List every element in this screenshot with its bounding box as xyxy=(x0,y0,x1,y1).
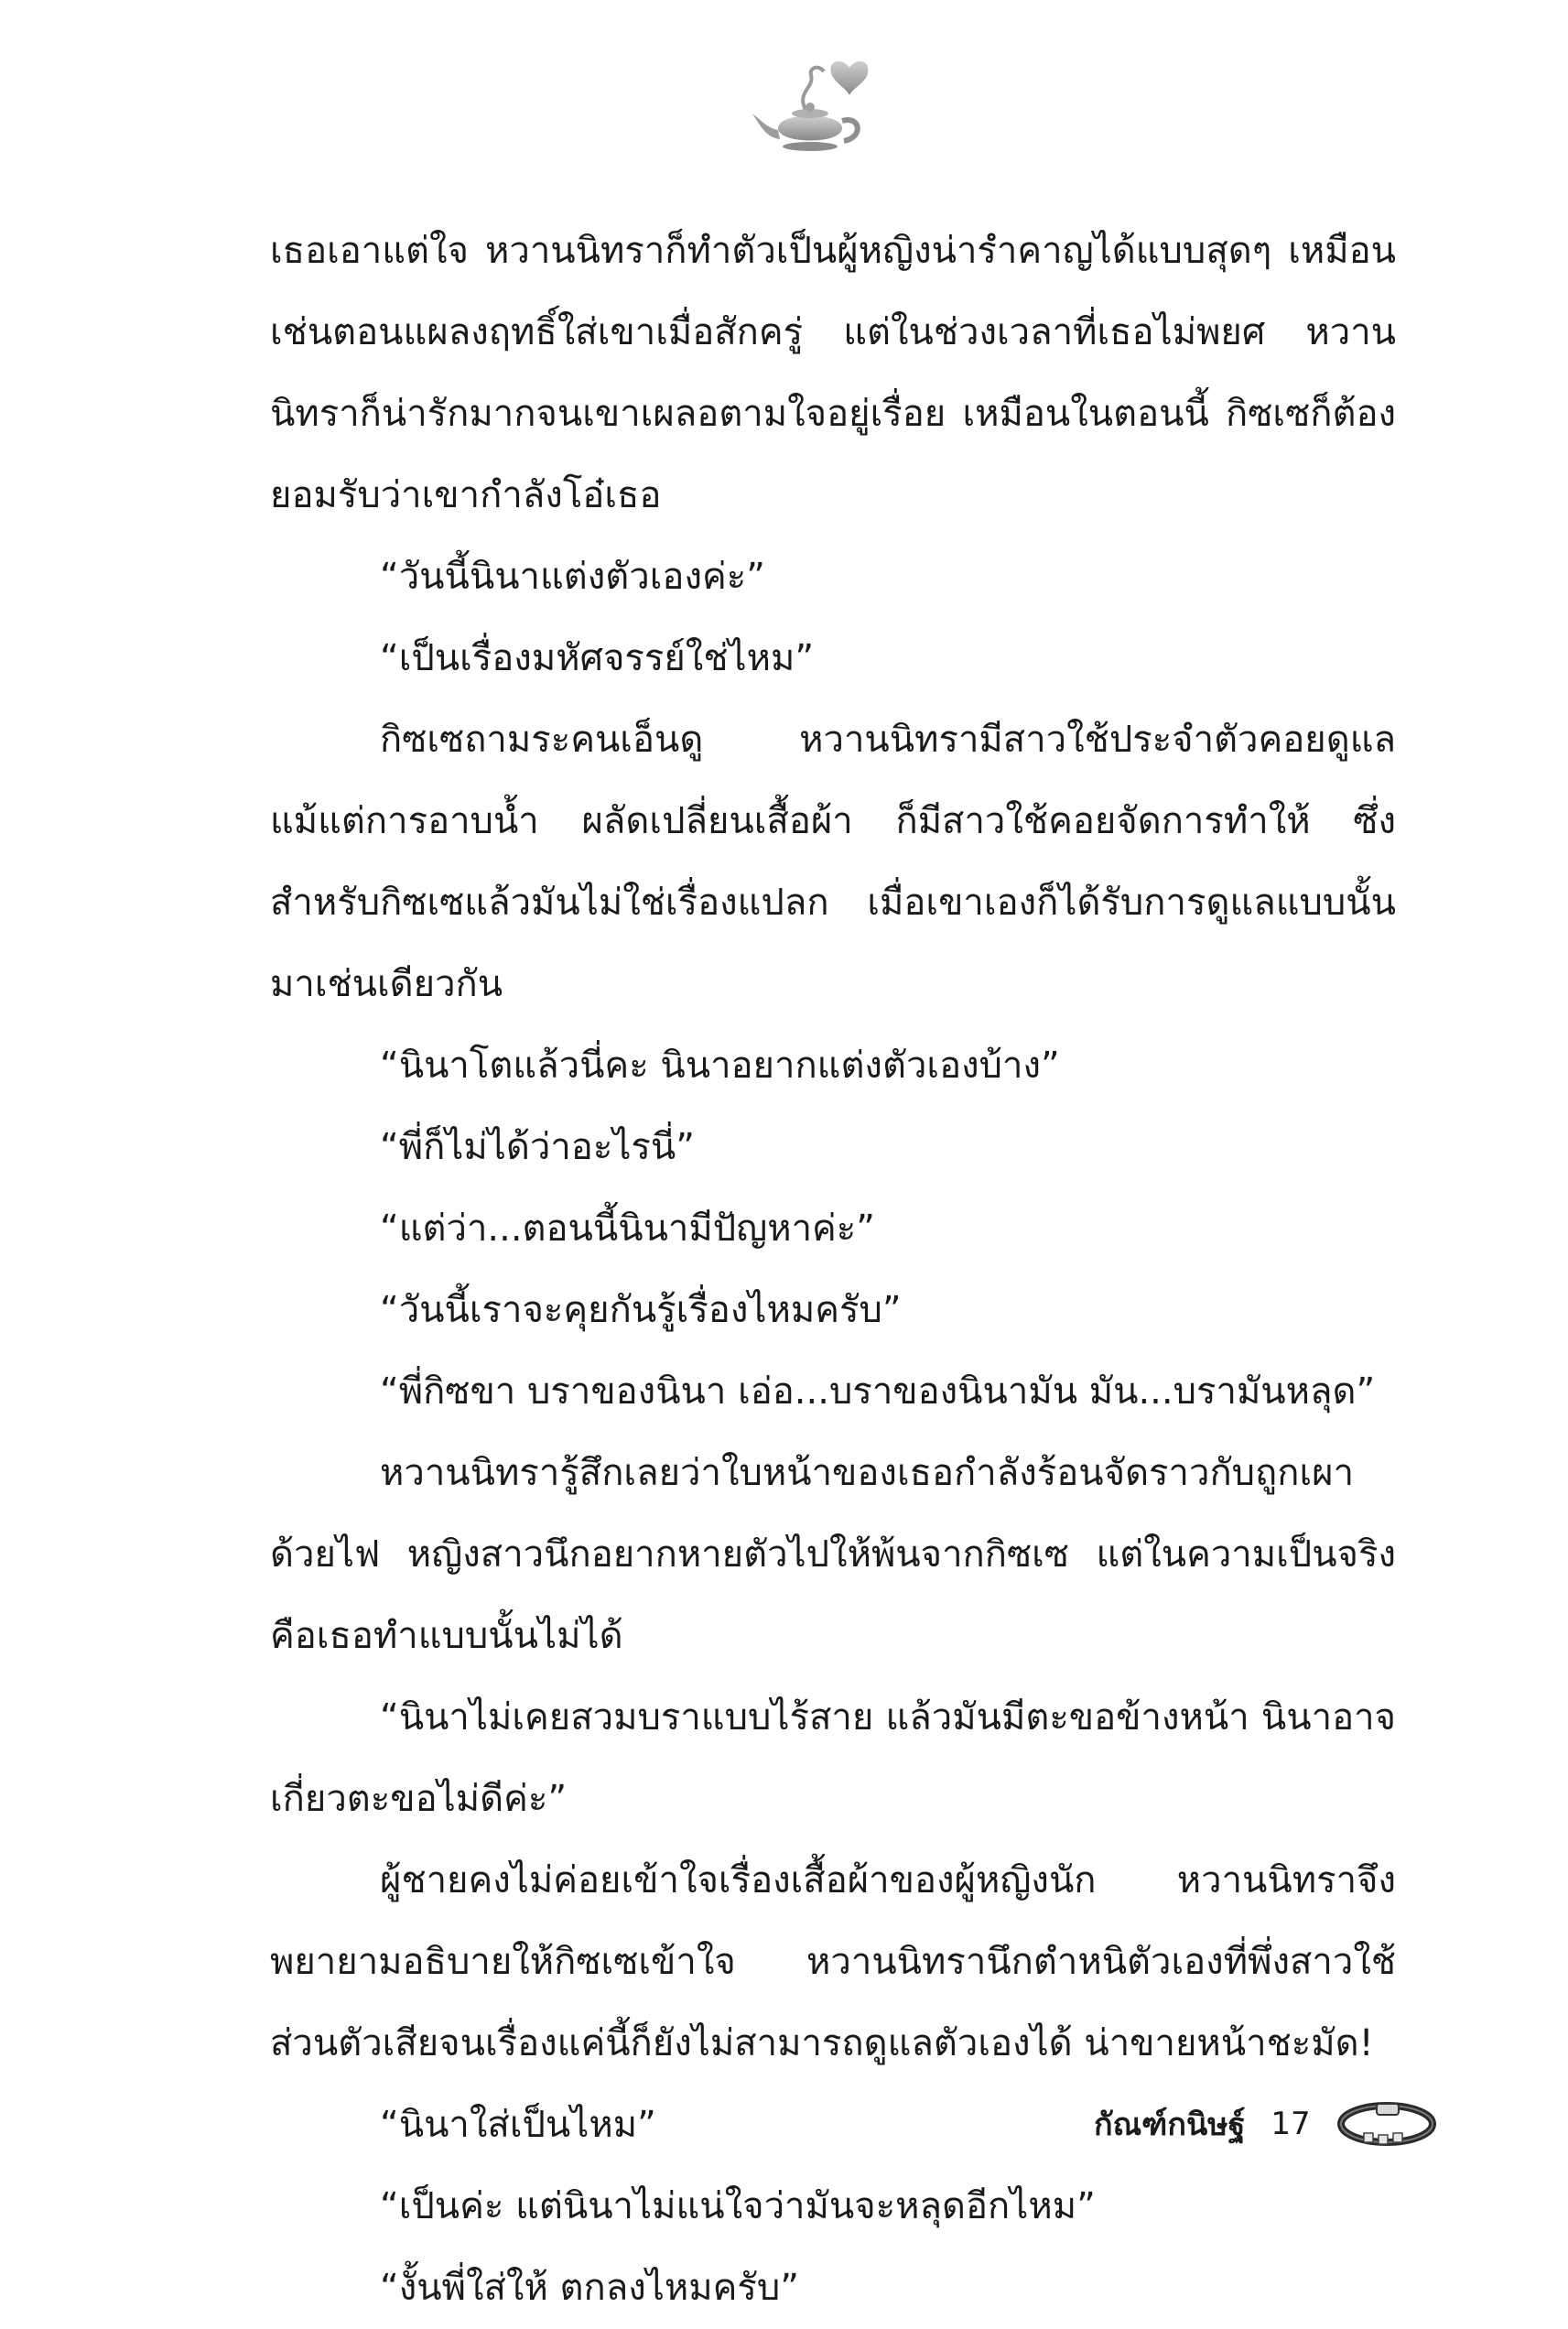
teapot-heart-ornament-icon xyxy=(751,55,888,165)
running-title: กัณฑ์กนิษฐ์ xyxy=(1094,2107,1246,2143)
body-paragraph: กิซเซถามระคนเอ็นดู หวานนิทรามีสาวใช้ประจำตัวคอยดูแล แม้แต่การอาบน้ำ ผลัดเปลี่ยนเสื้อผ้า ก็มีสาวใช้คอยจัดการทำให้ ซึ่งสำหรับกิซเซแล้วมันไม่ใช่เรื่องแปลก เมื่อเขาเองก็ได้รับการดูแลแบบนั้นมาเช่นเดียวกัน xyxy=(270,719,1396,1005)
dialogue-line: “เป็นเรื่องมหัศจรรย์ใช่ไหม” xyxy=(380,637,815,679)
body-paragraph: ผู้ชายคงไม่ค่อยเข้าใจเรื่องเสื้อผ้าของผู้หญิงนัก หวานนิทราจึงพยายามอธิบายให้กิซเซเข้าใจ หวานนิทรานึกตำหนิตัวเองที่พึ่งสาวใช้ส่วนตัวเสียจนเรื่องแค่นี้ก็ยังไม่สามารถดูแลตัวเองได้ น่าขายหน้าชะมัด! xyxy=(270,1859,1396,2064)
page-footer xyxy=(1094,2096,1437,2151)
page-number: 17 xyxy=(1271,2106,1311,2142)
body-paragraph: “นินาไม่เคยสวมบราแบบไร้สาย แล้วมันมีตะขอข้างหน้า นินาอาจเกี่ยวตะขอไม่ดีค่ะ” xyxy=(270,1696,1396,1820)
dialogue-line: “นินาใส่เป็นไหม” xyxy=(380,2104,656,2146)
dialogue-line: “วันนี้เราจะคุยกันรู้เรื่องไหมครับ” xyxy=(380,1289,902,1331)
dialogue-line: “พี่กิซขา บราของนินา เอ่อ...บราของนินามัน มัน...บรามันหลุด” xyxy=(380,1370,1376,1413)
dialogue-line: “วันนี้นินาแต่งตัวเองค่ะ” xyxy=(380,556,765,598)
body-text xyxy=(270,211,1396,2329)
dialogue-line: “นินาโตแล้วนี่คะ นินาอยากแต่งตัวเองบ้าง” xyxy=(380,1045,1060,1087)
dialogue-line: “พี่ก็ไม่ได้ว่าอะไรนี่” xyxy=(380,1126,695,1168)
dialogue-line: “เป็นค่ะ แต่นินาไม่แน่ใจว่ามันจะหลุดอีกไหม” xyxy=(380,2185,1096,2227)
body-paragraph: เธอเอาแต่ใจ หวานนิทราก็ทำตัวเป็นผู้หญิงน่ารำคาญได้แบบสุดๆ เหมือนเช่นตอนแผลงฤทธิ์ใส่เขาเมื่อสักครู่ แต่ในช่วงเวลาที่เธอไม่พยศ หวานนิทราก็น่ารักมากจนเขาเผลอตามใจอยู่เรื่อย เหมือนในตอนนี้ กิซเซก็ต้องยอมรับว่าเขากำลังโอ๋เธอ xyxy=(270,230,1396,516)
dialogue-line: “แต่ว่า...ตอนนี้นินามีปัญหาค่ะ” xyxy=(380,1208,876,1250)
bracelet-icon xyxy=(1336,2098,1437,2150)
body-paragraph: หวานนิทรารู้สึกเลยว่าใบหน้าของเธอกำลังร้อนจัดราวกับถูกเผาด้วยไฟ หญิงสาวนึกอยากหายตัวไปให้พ้นจากกิซเซ แต่ในความเป็นจริงคือเธอทำแบบนั้นไม่ได้ xyxy=(270,1452,1396,1657)
dialogue-line: “งั้นพี่ใส่ให้ ตกลงไหมครับ” xyxy=(380,2267,799,2309)
